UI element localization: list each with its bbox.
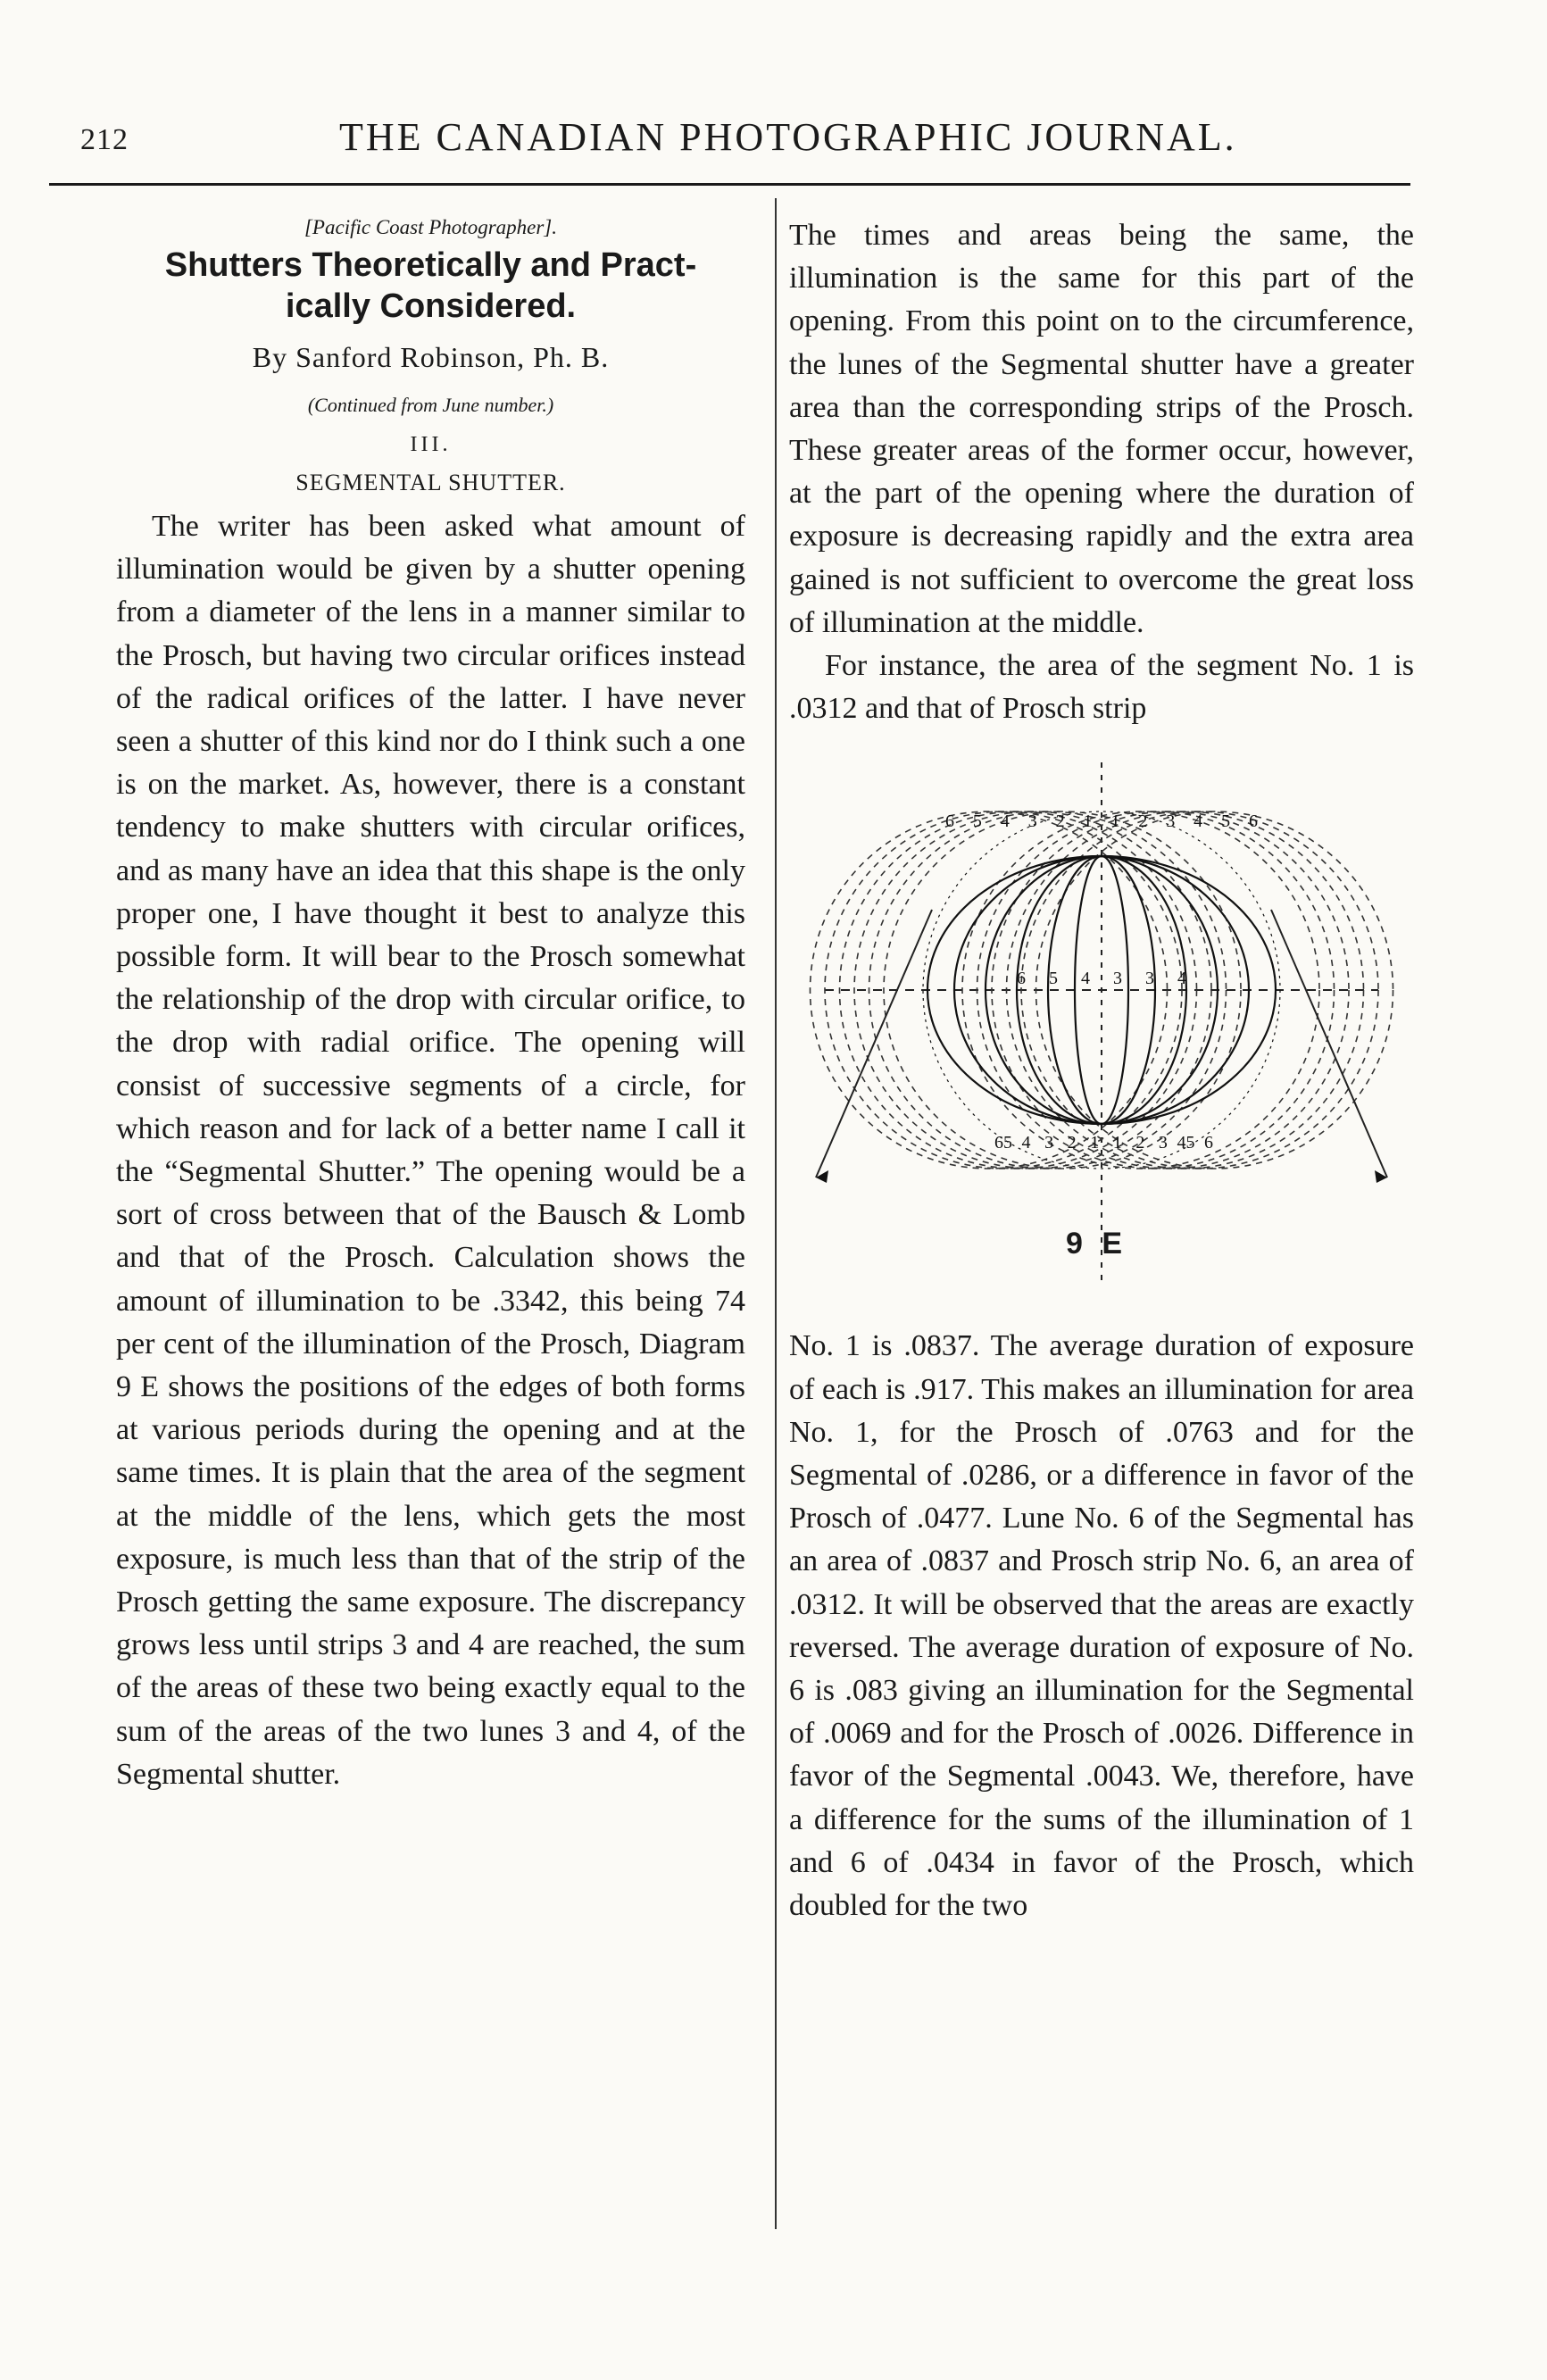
section-heading: SEGMENTAL SHUTTER. (295, 470, 566, 495)
diagram-number-label: 5 (1221, 811, 1231, 832)
diagram-number-label: 1 (1112, 1133, 1122, 1153)
diagram-number-label: 4 (1177, 969, 1186, 989)
article-title-line-1: Shutters Theoretically and Pract- (164, 246, 697, 284)
diagram-number-label: 3 (1166, 811, 1176, 832)
right-column (789, 214, 1414, 1927)
diagram-number-label: 4 (1021, 1133, 1031, 1153)
article-title-line-2: ically Considered. (285, 287, 577, 325)
part-number: III. (410, 433, 452, 456)
diagram-number-label: 65 (994, 1133, 1012, 1153)
diagram-number-label: 4 (1000, 811, 1010, 832)
diagram-number-label: 6 (1204, 1133, 1213, 1153)
diagram-number-label: 2 (1067, 1133, 1077, 1153)
diagram-number-label: 5 (972, 811, 982, 832)
diagram-number-label: 2 (1135, 1133, 1145, 1153)
diagram-number-label: 6 (945, 811, 954, 832)
diagram-9e (789, 745, 1414, 1316)
article-title (116, 245, 745, 327)
body-paragraph: The writer has been asked what amount of illumination would be given by a shutter opening from a diameter of the lens in a manner similar to the Prosch, but having two circular orifices instead of the radical orifices of the latter. I have never seen a shutter of this kind nor do I think such a one is on the market. As, however, there is a constant tendency to make shutters with circular orifices, and as many have an idea that this shape is the only proper one, I have thought it best to analyze this possible form. It will bear to the Prosch somewhat the relationship of the drop with circular orifice, to the drop with radial orifice. The opening will consist of successive segments of a circle, for which reason and for lack of a better name I call it the “Segmental Shutter.” The opening would be a sort of cross between that of the Bausch & Lomb and that of the Prosch. Calculation shows the amount of illumination to be .3342, this being 74 per cent of the illumination of the Prosch, Diagram 9 E shows the positions of the edges of both forms at various periods during the opening and at the same times. It is plain that the area of the segment at the middle of the lens, which gets the most exposure, is much less than that of the strip of the Prosch getting the same exposure. The discrepancy grows less until strips 3 and 4 are reached, the sum of the areas of these two being exactly equal to the sum of the areas of the two lunes 3 and 4, of the Segmental shutter. (116, 510, 745, 1791)
diagram-number-label: 45 (1177, 1133, 1195, 1153)
journal-title: THE CANADIAN PHOTOGRAPHIC JOURNAL. (339, 115, 1237, 159)
diagram-number-label: 2 (1055, 811, 1065, 832)
diagonal-line-left (816, 910, 932, 1178)
continued-note: (Continued from June number.) (307, 394, 554, 416)
diagram-number-label: 3 (1158, 1133, 1168, 1153)
diagram-number-label: 3 (1027, 811, 1037, 832)
body-paragraph: For instance, the area of the segment No. 1 is .0312 and that of Prosch strip (789, 649, 1414, 726)
figure-label: 9 E (1066, 1227, 1128, 1261)
body-paragraph: The times and areas being the same, the illumination is the same for this part of the opening. From this point on to the circumference, the lunes of the Segmental shutter have a greater area than the corresponding strips of the Prosch. These greater areas of the former occur, however, at the part of the opening where the duration of exposure is decreasing rapidly and the extra area gained is not sufficient to overcome the great loss of illumination at the middle. (789, 219, 1414, 639)
diagram-number-label: 3 (1113, 969, 1122, 989)
column-divider (775, 198, 777, 2229)
diagram-number-label: 1 (1090, 1133, 1100, 1153)
diagram-number-label: 6 (1249, 811, 1258, 832)
diagram-number-label: 6 (1017, 969, 1026, 989)
header-rule (49, 183, 1410, 186)
diagram-number-label: 2 (1138, 811, 1148, 832)
diagram-number-label: 5 (1049, 969, 1058, 989)
diagram-number-label: 3 (1044, 1133, 1054, 1153)
diagram-number-label: 1 (1110, 811, 1120, 832)
article-source: [Pacific Coast Photographer]. (304, 216, 558, 238)
body-paragraph: No. 1 is .0837. The average duration of exposure of each is .917. This makes an illumination for area No. 1, for the Prosch of .0763 and for the Segmental of .0286, or a difference in favor of the Prosch of .0477. Lune No. 6 of the Segmental has an area of .0837 and Prosch strip No. 6, an area of .0312. It will be observed that the areas are exactly reversed. The average duration of exposure of No. 6 is .083 giving an illumination for the Segmental of .0069 and for the Prosch of .0026. Difference in favor of the Segmental .0043. We, therefore, have a difference for the sums of the illumination of 1 and 6 of .0434 in favor of the Prosch, which doubled for the two (789, 1329, 1414, 1923)
page-number: 212 (80, 123, 129, 156)
diagram-number-label: 3 (1145, 969, 1154, 989)
left-column (116, 207, 745, 1796)
diagram-number-label: 4 (1194, 811, 1203, 832)
byline: By Sanford Robinson, Ph. B. (252, 341, 610, 373)
diagram-number-label: 4 (1081, 969, 1090, 989)
page-header (80, 107, 1410, 179)
diagram-number-label: 1 (1083, 811, 1093, 832)
